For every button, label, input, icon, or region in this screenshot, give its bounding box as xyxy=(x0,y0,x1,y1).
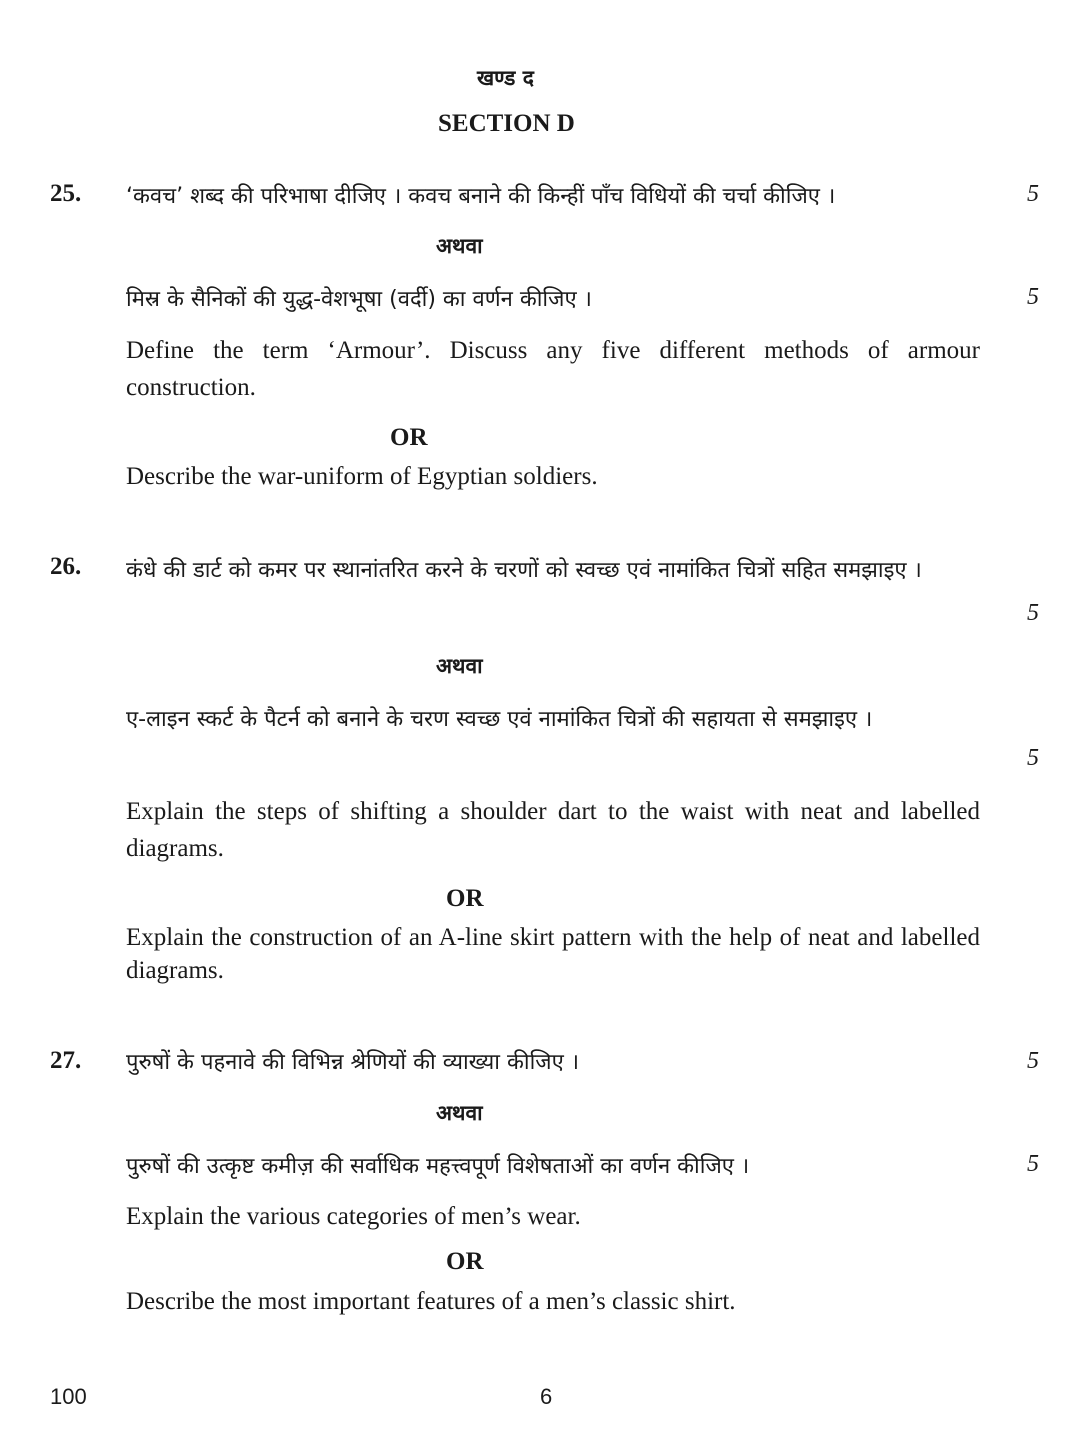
question-marks: 5 xyxy=(1027,181,1039,207)
question-number: 25. xyxy=(50,180,82,207)
hindi-or-label: अथवा xyxy=(436,1101,483,1125)
question-marks: 5 xyxy=(1027,284,1039,310)
question-english-alt: Describe the most important features of a men’s classic shirt. xyxy=(126,1288,736,1315)
question-marks: 5 xyxy=(1027,1048,1039,1074)
hindi-or-label: अथवा xyxy=(436,654,483,678)
question-hindi-main: ‘कवच’ शब्द की परिभाषा दीजिए । कवच बनाने की किन्हीं पाँच विधियों की चर्चा कीजिए । xyxy=(126,184,836,209)
question-english-alt: Explain the construction of an A-line skirt pattern with the help of neat and labelled diagrams. xyxy=(126,924,980,984)
english-or-label: OR xyxy=(446,1248,484,1275)
question-marks: 5 xyxy=(1027,600,1039,626)
question-hindi-alt: पुरुषों की उत्कृष्ट कमीज़ की सर्वाधिक महत्त्वपूर्ण विशेषताओं का वर्णन कीजिए । xyxy=(126,1154,750,1179)
hindi-or-label: अथवा xyxy=(436,234,483,258)
question-english-main: Explain the various categories of men’s wear. xyxy=(126,1203,581,1230)
question-english-alt: Describe the war-uniform of Egyptian soldiers. xyxy=(126,463,598,490)
question-hindi-main: पुरुषों के पहनावे की विभिन्न श्रेणियों की व्याख्या कीजिए । xyxy=(126,1050,580,1075)
question-number: 27. xyxy=(50,1047,82,1074)
question-english-main: Define the term ‘Armour’. Discuss any five different methods of armour construction. xyxy=(126,337,980,401)
english-or-label: OR xyxy=(446,885,484,912)
question-marks: 5 xyxy=(1027,1151,1039,1177)
question-hindi-alt: मिस्र के सैनिकों की युद्ध-वेशभूषा (वर्दी) का वर्णन कीजिए । xyxy=(126,287,592,312)
question-hindi-alt: ए-लाइन स्कर्ट के पैटर्न को बनाने के चरण स्वच्छ एवं नामांकित चित्रों की सहायता से समझाइए । xyxy=(126,707,873,732)
question-number: 26. xyxy=(50,553,82,580)
page-number: 6 xyxy=(540,1384,553,1409)
section-title-english: SECTION D xyxy=(438,110,575,137)
question-hindi-main: कंधे की डार्ट को कमर पर स्थानांतरित करने के चरणों को स्वच्छ एवं नामांकित चित्रों सहित समझाइए । xyxy=(126,558,922,583)
section-title-hindi: खण्ड द xyxy=(477,66,534,90)
paper-code: 100 xyxy=(50,1384,87,1409)
question-marks: 5 xyxy=(1027,745,1039,771)
question-english-main: Explain the steps of shifting a shoulder dart to the waist with neat and labelled diagrams. xyxy=(126,798,980,862)
english-or-label: OR xyxy=(390,424,428,451)
